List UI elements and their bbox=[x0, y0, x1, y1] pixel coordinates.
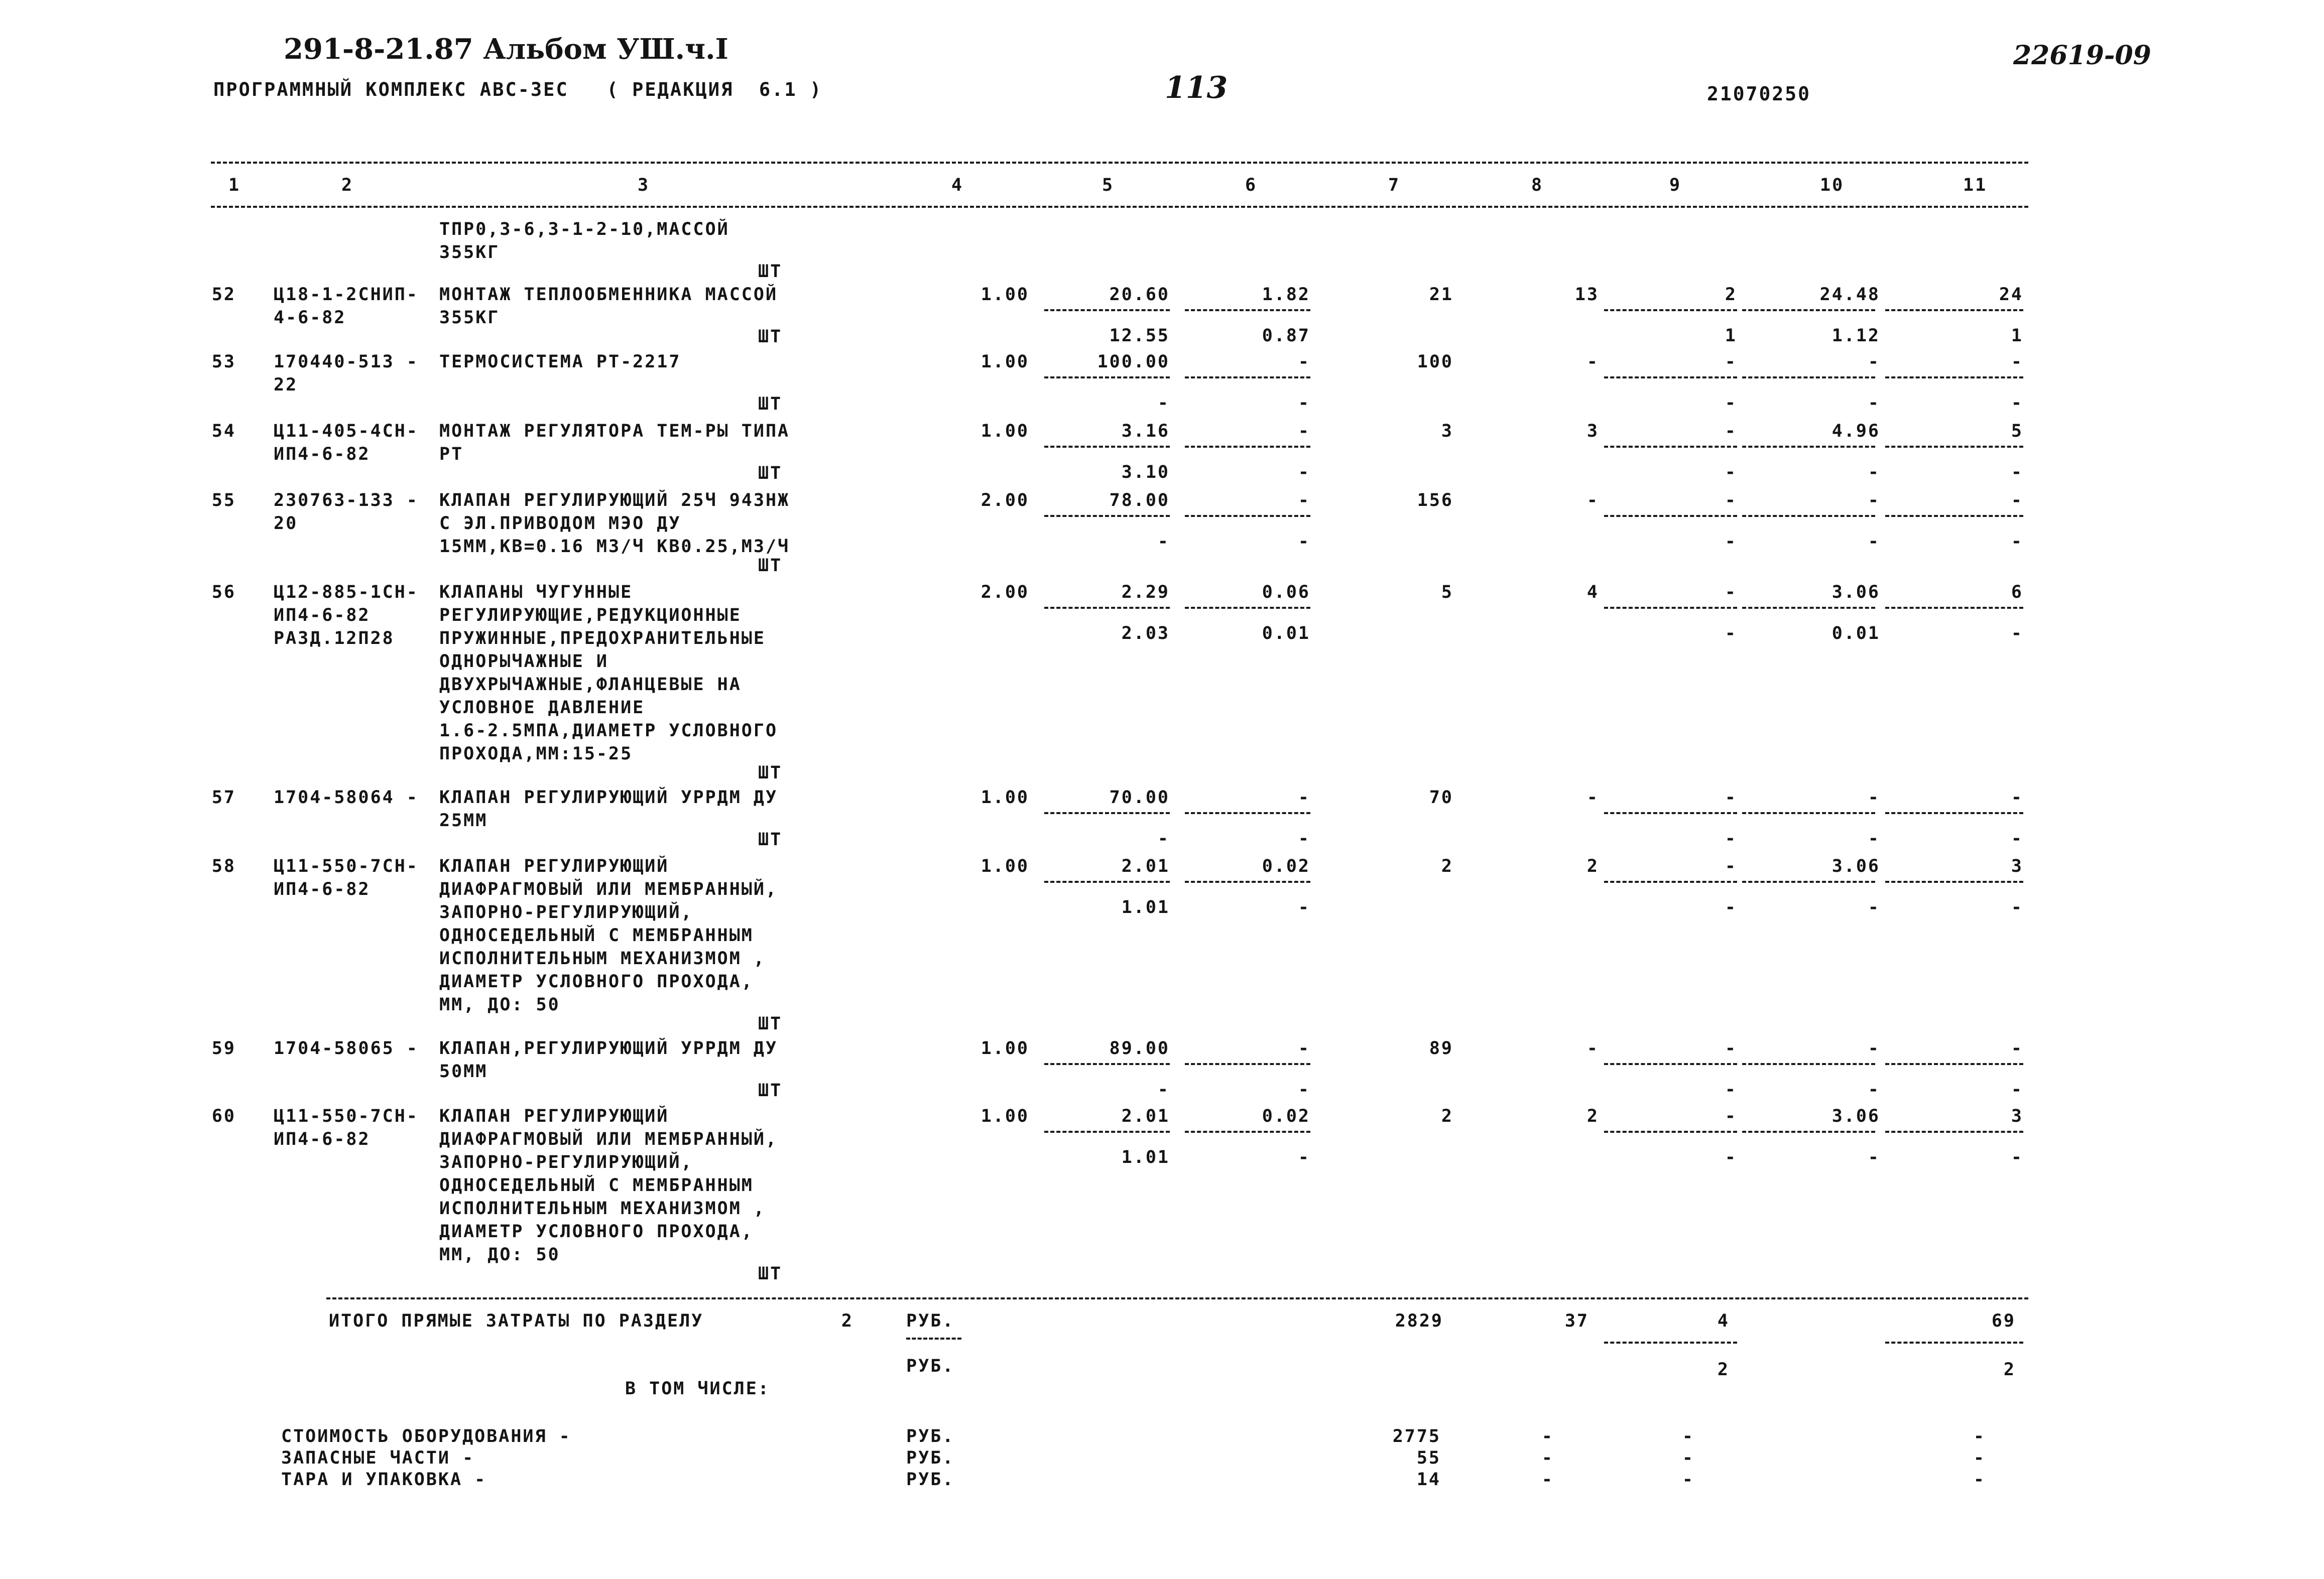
row-col8: - bbox=[1586, 490, 1599, 510]
row-number: 60 bbox=[211, 1106, 236, 1126]
row-code: Ц11-405-4СН- bbox=[274, 421, 419, 441]
row-c9-bottom: - bbox=[1725, 829, 1737, 849]
program-title: ПРОГРАММНЫЙ КОМПЛЕКС АВС-3ЕС ( РЕДАКЦИЯ 6.1 ) bbox=[213, 79, 823, 100]
row-c11-bottom: 1 bbox=[2011, 326, 2023, 346]
row-col8: - bbox=[1586, 787, 1599, 808]
row-c10-top: - bbox=[1868, 352, 1880, 372]
row-description: УСЛОВНОЕ ДАВЛЕНИЕ bbox=[439, 698, 645, 718]
row-description: ДВУХРЫЧАЖНЫЕ,ФЛАНЦЕВЫЕ НА bbox=[439, 675, 742, 695]
row-c11-top: 24 bbox=[1999, 285, 2023, 305]
totals-unit: РУБ. bbox=[906, 1311, 955, 1331]
row-quantity: 1.00 bbox=[981, 1038, 1029, 1059]
totals-unit-divider bbox=[906, 1338, 961, 1340]
row-c6-divider bbox=[1185, 881, 1310, 883]
row-c11-divider bbox=[1885, 309, 2023, 311]
row-quantity: 1.00 bbox=[981, 1106, 1029, 1126]
row-number: 53 bbox=[211, 352, 236, 372]
row-col8: 4 bbox=[1586, 582, 1599, 602]
row-c6-divider bbox=[1185, 1131, 1310, 1133]
row-code: Ц12-885-1СН- bbox=[274, 582, 419, 602]
row-description: 355КГ bbox=[439, 308, 500, 328]
row-code: 170440-513 - bbox=[274, 352, 419, 372]
row-col7: 156 bbox=[1417, 490, 1453, 510]
row-c6-bottom: - bbox=[1298, 462, 1310, 482]
breakdown-col9: - bbox=[1682, 1470, 1694, 1490]
totals-col9-divider bbox=[1604, 1342, 1737, 1344]
row-col7: 89 bbox=[1429, 1038, 1453, 1059]
breakdown-label: ЗАПАСНЫЕ ЧАСТИ - bbox=[281, 1448, 475, 1468]
row-unit: ШТ bbox=[758, 1014, 783, 1034]
row-description: 1.6-2.5МПА,ДИАМЕТР УСЛОВНОГО bbox=[439, 721, 778, 741]
row-c10-divider bbox=[1742, 1131, 1875, 1133]
row-c5-top: 89.00 bbox=[1109, 1038, 1170, 1059]
row-c6-bottom: - bbox=[1298, 829, 1310, 849]
row-c5-divider bbox=[1044, 376, 1170, 378]
row-c6-divider bbox=[1185, 446, 1310, 448]
row-c9-top: - bbox=[1725, 352, 1737, 372]
row-code: Ц11-550-7СН- bbox=[274, 1106, 419, 1126]
row-col7: 2 bbox=[1441, 1106, 1453, 1126]
column-header: 7 bbox=[1388, 175, 1401, 195]
row-c11-divider bbox=[1885, 376, 2023, 378]
row-c9-bottom: - bbox=[1725, 623, 1737, 643]
row-description: 25ММ bbox=[439, 811, 488, 831]
row-c10-bottom: - bbox=[1868, 829, 1880, 849]
album-title: 291-8-21.87 Альбом УШ.ч.I bbox=[284, 33, 728, 66]
row-description: РЕГУЛИРУЮЩИЕ,РЕДУКЦИОННЫЕ bbox=[439, 605, 742, 625]
row-c6-top: 0.06 bbox=[1262, 582, 1310, 602]
row-c9-divider bbox=[1604, 881, 1737, 883]
column-header: 9 bbox=[1669, 175, 1682, 195]
row-description: КЛАПАН РЕГУЛИРУЮЩИЙ bbox=[439, 1106, 669, 1126]
row-description: ДИАМЕТР УСЛОВНОГО ПРОХОДА, bbox=[439, 1222, 754, 1242]
row-code: Ц18-1-2СНИП- bbox=[274, 285, 419, 305]
row-c5-bottom: - bbox=[1157, 532, 1170, 552]
row-code: Ц11-550-7СН- bbox=[274, 856, 419, 876]
totals-col11-bottom: 2 bbox=[2003, 1360, 2016, 1380]
row-code: ИП4-6-82 bbox=[274, 444, 371, 464]
row-unit: ШТ bbox=[758, 1264, 783, 1284]
row-number: 57 bbox=[211, 787, 236, 808]
row-c6-top: 0.02 bbox=[1262, 1106, 1310, 1126]
row-c9-divider bbox=[1604, 1063, 1737, 1065]
row-c5-divider bbox=[1044, 1131, 1170, 1133]
row-description: МОНТАЖ ТЕПЛООБМЕННИКА МАССОЙ bbox=[439, 285, 778, 305]
row-code: 1704-58065 - bbox=[274, 1038, 419, 1059]
row-code: 1704-58064 - bbox=[274, 787, 419, 808]
row-col8: - bbox=[1586, 1038, 1599, 1059]
row-c5-bottom: 3.10 bbox=[1121, 462, 1170, 482]
breakdown-unit: РУБ. bbox=[906, 1426, 955, 1446]
row-c10-divider bbox=[1742, 881, 1875, 883]
row-c6-top: 0.02 bbox=[1262, 856, 1310, 876]
row-quantity: 1.00 bbox=[981, 285, 1029, 305]
row-c10-bottom: 0.01 bbox=[1831, 623, 1880, 643]
row-c5-top: 2.29 bbox=[1121, 582, 1170, 602]
breakdown-col7: 2775 bbox=[1392, 1426, 1441, 1446]
row-col7: 100 bbox=[1417, 352, 1453, 372]
row-c11-divider bbox=[1885, 1063, 2023, 1065]
row-quantity: 1.00 bbox=[981, 787, 1029, 808]
row-c10-top: 3.06 bbox=[1831, 1106, 1880, 1126]
row-c10-divider bbox=[1742, 446, 1875, 448]
column-header: 3 bbox=[638, 175, 650, 195]
row-c6-bottom: - bbox=[1298, 393, 1310, 413]
table-header-rule bbox=[211, 206, 2028, 208]
breakdown-col7: 55 bbox=[1416, 1448, 1441, 1468]
row-code: 230763-133 - bbox=[274, 490, 419, 510]
row-description: РТ bbox=[439, 444, 464, 464]
row-code: ИП4-6-82 bbox=[274, 879, 371, 899]
row-description: ММ, ДО: 50 bbox=[439, 1245, 560, 1265]
row-description: КЛАПАН РЕГУЛИРУЮЩИЙ bbox=[439, 856, 669, 876]
row-unit: ШТ bbox=[758, 556, 783, 576]
page-number: 113 bbox=[1165, 70, 1228, 105]
row-c6-bottom: - bbox=[1298, 1147, 1310, 1167]
row-description: 50ММ bbox=[439, 1062, 488, 1082]
row-c6-bottom: 0.01 bbox=[1262, 623, 1310, 643]
row-col8: 3 bbox=[1586, 421, 1599, 441]
row-description: ДИАФРАГМОВЫЙ ИЛИ МЕМБРАННЫЙ, bbox=[439, 879, 778, 899]
row-c9-bottom: - bbox=[1725, 897, 1737, 917]
row-c10-divider bbox=[1742, 515, 1875, 517]
row-c5-divider bbox=[1044, 607, 1170, 609]
row-c5-top: 3.16 bbox=[1121, 421, 1170, 441]
row-c6-top: - bbox=[1298, 352, 1310, 372]
column-header: 10 bbox=[1820, 175, 1845, 195]
row-c11-bottom: - bbox=[2011, 462, 2023, 482]
row-description: КЛАПАН РЕГУЛИРУЮЩИЙ 25Ч 943НЖ bbox=[439, 490, 790, 510]
row-col8: - bbox=[1586, 352, 1599, 372]
row-number: 52 bbox=[211, 285, 236, 305]
breakdown-label: ТАРА И УПАКОВКА - bbox=[281, 1470, 487, 1490]
column-header: 1 bbox=[228, 175, 241, 195]
breakdown-unit: РУБ. bbox=[906, 1470, 955, 1490]
row-quantity: 1.00 bbox=[981, 421, 1029, 441]
row-c5-top: 2.01 bbox=[1121, 856, 1170, 876]
row-unit: ШТ bbox=[758, 1081, 783, 1101]
row-c10-top: 24.48 bbox=[1819, 285, 1880, 305]
row-c9-divider bbox=[1604, 446, 1737, 448]
row-number: 56 bbox=[211, 582, 236, 602]
row-c10-top: - bbox=[1868, 787, 1880, 808]
row-c11-top: 5 bbox=[2011, 421, 2023, 441]
row-c9-divider bbox=[1604, 376, 1737, 378]
row-c6-divider bbox=[1185, 376, 1310, 378]
row-description: ТЕРМОСИСТЕМА РТ-2217 bbox=[439, 352, 681, 372]
row-c5-top: 78.00 bbox=[1109, 490, 1170, 510]
row-c6-top: - bbox=[1298, 1038, 1310, 1059]
row-code: ИП4-6-82 bbox=[274, 605, 371, 625]
row-description: ПРУЖИННЫЕ,ПРЕДОХРАНИТЕЛЬНЫЕ bbox=[439, 628, 766, 648]
row-c9-divider bbox=[1604, 309, 1737, 311]
totals-col11-divider bbox=[1885, 1342, 2023, 1344]
row-c10-bottom: - bbox=[1868, 532, 1880, 552]
row-c11-top: 3 bbox=[2011, 1106, 2023, 1126]
row-number: 58 bbox=[211, 856, 236, 876]
row-c5-bottom: - bbox=[1157, 1080, 1170, 1100]
row-c11-divider bbox=[1885, 515, 2023, 517]
row-quantity: 2.00 bbox=[981, 490, 1029, 510]
row-c11-top: - bbox=[2011, 490, 2023, 510]
totals-col9-top: 4 bbox=[1717, 1311, 1730, 1331]
row-c5-bottom: - bbox=[1157, 393, 1170, 413]
column-header: 6 bbox=[1245, 175, 1258, 195]
totals-unit: РУБ. bbox=[906, 1356, 955, 1376]
row-col7: 70 bbox=[1429, 787, 1453, 808]
row-c10-bottom: - bbox=[1868, 1080, 1880, 1100]
row-code: 20 bbox=[274, 513, 298, 534]
row-number: 55 bbox=[211, 490, 236, 510]
row-c10-bottom: 1.12 bbox=[1831, 326, 1880, 346]
row-description: ТПР0,3-6,3-1-2-10,МАССОЙ bbox=[439, 219, 729, 239]
column-header: 5 bbox=[1102, 175, 1115, 195]
row-unit: ШТ bbox=[758, 261, 783, 282]
row-c5-bottom: 2.03 bbox=[1121, 623, 1170, 643]
row-c10-top: 3.06 bbox=[1831, 582, 1880, 602]
row-c6-divider bbox=[1185, 309, 1310, 311]
row-c9-bottom: - bbox=[1725, 1080, 1737, 1100]
row-c6-top: 1.82 bbox=[1262, 285, 1310, 305]
row-c5-bottom: 12.55 bbox=[1109, 326, 1170, 346]
row-c9-top: 2 bbox=[1725, 285, 1737, 305]
breakdown-col9: - bbox=[1682, 1426, 1694, 1446]
row-description: КЛАПАН,РЕГУЛИРУЮЩИЙ УРРДМ ДУ bbox=[439, 1038, 778, 1059]
row-c6-divider bbox=[1185, 607, 1310, 609]
row-number: 59 bbox=[211, 1038, 236, 1059]
row-c6-top: - bbox=[1298, 421, 1310, 441]
row-description: ДИАМЕТР УСЛОВНОГО ПРОХОДА, bbox=[439, 972, 754, 992]
breakdown-label: СТОИМОСТЬ ОБОРУДОВАНИЯ - bbox=[281, 1426, 571, 1446]
archive-stamp: 22619-09 bbox=[2013, 40, 2151, 71]
row-code: 22 bbox=[274, 375, 298, 395]
row-quantity: 2.00 bbox=[981, 582, 1029, 602]
row-c10-divider bbox=[1742, 812, 1875, 814]
breakdown-col11: - bbox=[1973, 1426, 1986, 1446]
row-description: ИСПОЛНИТЕЛЬНЫМ МЕХАНИЗМОМ , bbox=[439, 1199, 766, 1219]
row-c6-bottom: - bbox=[1298, 1080, 1310, 1100]
row-unit: ШТ bbox=[758, 830, 783, 850]
row-description: ОДНОРЫЧАЖНЫЕ И bbox=[439, 651, 609, 672]
document-code: 21070250 bbox=[1707, 83, 1811, 105]
row-c5-top: 100.00 bbox=[1097, 352, 1170, 372]
row-col8: 13 bbox=[1574, 285, 1599, 305]
row-c10-bottom: - bbox=[1868, 1147, 1880, 1167]
column-header: 2 bbox=[341, 175, 354, 195]
row-c6-top: - bbox=[1298, 490, 1310, 510]
row-c9-top: - bbox=[1725, 490, 1737, 510]
row-description: 15ММ,КВ=0.16 М3/Ч КВ0.25,М3/Ч bbox=[439, 537, 790, 557]
row-c6-bottom: 0.87 bbox=[1262, 326, 1310, 346]
row-c10-top: 3.06 bbox=[1831, 856, 1880, 876]
row-c10-top: - bbox=[1868, 490, 1880, 510]
row-unit: ШТ bbox=[758, 763, 783, 783]
row-c11-divider bbox=[1885, 812, 2023, 814]
row-c11-bottom: - bbox=[2011, 1147, 2023, 1167]
row-c6-top: - bbox=[1298, 787, 1310, 808]
row-unit: ШТ bbox=[758, 463, 783, 483]
row-c9-divider bbox=[1604, 1131, 1737, 1133]
row-c5-bottom: - bbox=[1157, 829, 1170, 849]
row-c9-divider bbox=[1604, 812, 1737, 814]
totals-including: В ТОМ ЧИСЛЕ: bbox=[625, 1379, 770, 1399]
row-c9-top: - bbox=[1725, 1038, 1737, 1059]
row-c9-top: - bbox=[1725, 582, 1737, 602]
column-header: 8 bbox=[1531, 175, 1544, 195]
row-c11-top: 6 bbox=[2011, 582, 2023, 602]
totals-rule bbox=[326, 1297, 2028, 1299]
row-c9-top: - bbox=[1725, 421, 1737, 441]
totals-col11-top: 69 bbox=[1991, 1311, 2016, 1331]
row-number: 54 bbox=[211, 421, 236, 441]
row-c6-divider bbox=[1185, 812, 1310, 814]
row-description: 355КГ bbox=[439, 242, 500, 262]
row-c11-top: 3 bbox=[2011, 856, 2023, 876]
row-c6-divider bbox=[1185, 1063, 1310, 1065]
row-code: РАЗД.12П28 bbox=[274, 628, 395, 648]
breakdown-unit: РУБ. bbox=[906, 1448, 955, 1468]
row-description: ПРОХОДА,ММ:15-25 bbox=[439, 744, 633, 764]
breakdown-col11: - bbox=[1973, 1470, 1986, 1490]
breakdown-col8: - bbox=[1541, 1426, 1554, 1446]
row-c10-divider bbox=[1742, 607, 1875, 609]
row-c9-top: - bbox=[1725, 1106, 1737, 1126]
row-description: ОДНОСЕДЕЛЬНЫЙ С МЕМБРАННЫМ bbox=[439, 926, 754, 946]
row-c9-divider bbox=[1604, 515, 1737, 517]
row-c9-bottom: - bbox=[1725, 462, 1737, 482]
row-c6-divider bbox=[1185, 515, 1310, 517]
row-col8: 2 bbox=[1586, 856, 1599, 876]
breakdown-col8: - bbox=[1541, 1448, 1554, 1468]
row-c10-divider bbox=[1742, 1063, 1875, 1065]
row-c9-bottom: - bbox=[1725, 393, 1737, 413]
row-c10-divider bbox=[1742, 309, 1875, 311]
row-description: ИСПОЛНИТЕЛЬНЫМ МЕХАНИЗМОМ , bbox=[439, 949, 766, 969]
row-c10-divider bbox=[1742, 376, 1875, 378]
row-description: КЛАПАН РЕГУЛИРУЮЩИЙ УРРДМ ДУ bbox=[439, 787, 778, 808]
breakdown-col11: - bbox=[1973, 1448, 1986, 1468]
row-description: КЛАПАНЫ ЧУГУННЫЕ bbox=[439, 582, 633, 602]
row-c5-divider bbox=[1044, 881, 1170, 883]
row-description: С ЭЛ.ПРИВОДОМ МЭО ДУ bbox=[439, 513, 681, 534]
row-col7: 21 bbox=[1429, 285, 1453, 305]
row-c10-bottom: - bbox=[1868, 393, 1880, 413]
row-description: ММ, ДО: 50 bbox=[439, 995, 560, 1015]
row-description: МОНТАЖ РЕГУЛЯТОРА ТЕМ-РЫ ТИПА bbox=[439, 421, 790, 441]
row-col7: 3 bbox=[1441, 421, 1453, 441]
row-col7: 2 bbox=[1441, 856, 1453, 876]
column-header: 4 bbox=[951, 175, 964, 195]
row-c5-divider bbox=[1044, 309, 1170, 311]
row-c11-divider bbox=[1885, 881, 2023, 883]
row-c10-top: 4.96 bbox=[1831, 421, 1880, 441]
row-c5-top: 20.60 bbox=[1109, 285, 1170, 305]
row-unit: ШТ bbox=[758, 327, 783, 347]
column-header: 11 bbox=[1963, 175, 1988, 195]
row-c9-bottom: - bbox=[1725, 532, 1737, 552]
row-c5-divider bbox=[1044, 515, 1170, 517]
row-c11-divider bbox=[1885, 446, 2023, 448]
totals-col7: 2829 bbox=[1395, 1311, 1443, 1331]
row-c5-divider bbox=[1044, 446, 1170, 448]
totals-col9-bottom: 2 bbox=[1717, 1360, 1730, 1380]
row-c11-bottom: - bbox=[2011, 393, 2023, 413]
row-c10-top: - bbox=[1868, 1038, 1880, 1059]
row-c11-bottom: - bbox=[2011, 623, 2023, 643]
row-c9-top: - bbox=[1725, 787, 1737, 808]
row-c11-bottom: - bbox=[2011, 897, 2023, 917]
breakdown-col7: 14 bbox=[1416, 1470, 1441, 1490]
row-c11-divider bbox=[1885, 1131, 2023, 1133]
row-description: ДИАФРАГМОВЫЙ ИЛИ МЕМБРАННЫЙ, bbox=[439, 1129, 778, 1149]
row-c9-divider bbox=[1604, 607, 1737, 609]
row-c5-divider bbox=[1044, 812, 1170, 814]
row-quantity: 1.00 bbox=[981, 856, 1029, 876]
row-c5-top: 70.00 bbox=[1109, 787, 1170, 808]
row-c6-bottom: - bbox=[1298, 532, 1310, 552]
totals-col8: 37 bbox=[1564, 1311, 1589, 1331]
row-c11-top: - bbox=[2011, 1038, 2023, 1059]
row-description: ЗАПОРНО-РЕГУЛИРУЮЩИЙ, bbox=[439, 1152, 693, 1172]
row-c10-bottom: - bbox=[1868, 462, 1880, 482]
row-c5-top: 2.01 bbox=[1121, 1106, 1170, 1126]
row-unit: ШТ bbox=[758, 394, 783, 414]
row-code: ИП4-6-82 bbox=[274, 1129, 371, 1149]
table-top-rule bbox=[211, 162, 2028, 164]
row-c11-bottom: - bbox=[2011, 829, 2023, 849]
row-quantity: 1.00 bbox=[981, 352, 1029, 372]
breakdown-col9: - bbox=[1682, 1448, 1694, 1468]
row-col8: 2 bbox=[1586, 1106, 1599, 1126]
totals-section: 2 bbox=[841, 1311, 853, 1331]
row-c9-bottom: - bbox=[1725, 1147, 1737, 1167]
row-description: ЗАПОРНО-РЕГУЛИРУЮЩИЙ, bbox=[439, 902, 693, 923]
row-c11-bottom: - bbox=[2011, 1080, 2023, 1100]
row-c5-bottom: 1.01 bbox=[1121, 897, 1170, 917]
row-c6-bottom: - bbox=[1298, 897, 1310, 917]
row-c11-top: - bbox=[2011, 352, 2023, 372]
row-c9-bottom: 1 bbox=[1725, 326, 1737, 346]
row-c10-bottom: - bbox=[1868, 897, 1880, 917]
row-c9-top: - bbox=[1725, 856, 1737, 876]
row-c11-divider bbox=[1885, 607, 2023, 609]
row-c5-bottom: 1.01 bbox=[1121, 1147, 1170, 1167]
row-c11-bottom: - bbox=[2011, 532, 2023, 552]
row-col7: 5 bbox=[1441, 582, 1453, 602]
breakdown-col8: - bbox=[1541, 1470, 1554, 1490]
totals-label: ИТОГО ПРЯМЫЕ ЗАТРАТЫ ПО РАЗДЕЛУ bbox=[329, 1311, 704, 1331]
row-c5-divider bbox=[1044, 1063, 1170, 1065]
row-code: 4-6-82 bbox=[274, 308, 346, 328]
row-description: ОДНОСЕДЕЛЬНЫЙ С МЕМБРАННЫМ bbox=[439, 1175, 754, 1196]
row-c11-top: - bbox=[2011, 787, 2023, 808]
